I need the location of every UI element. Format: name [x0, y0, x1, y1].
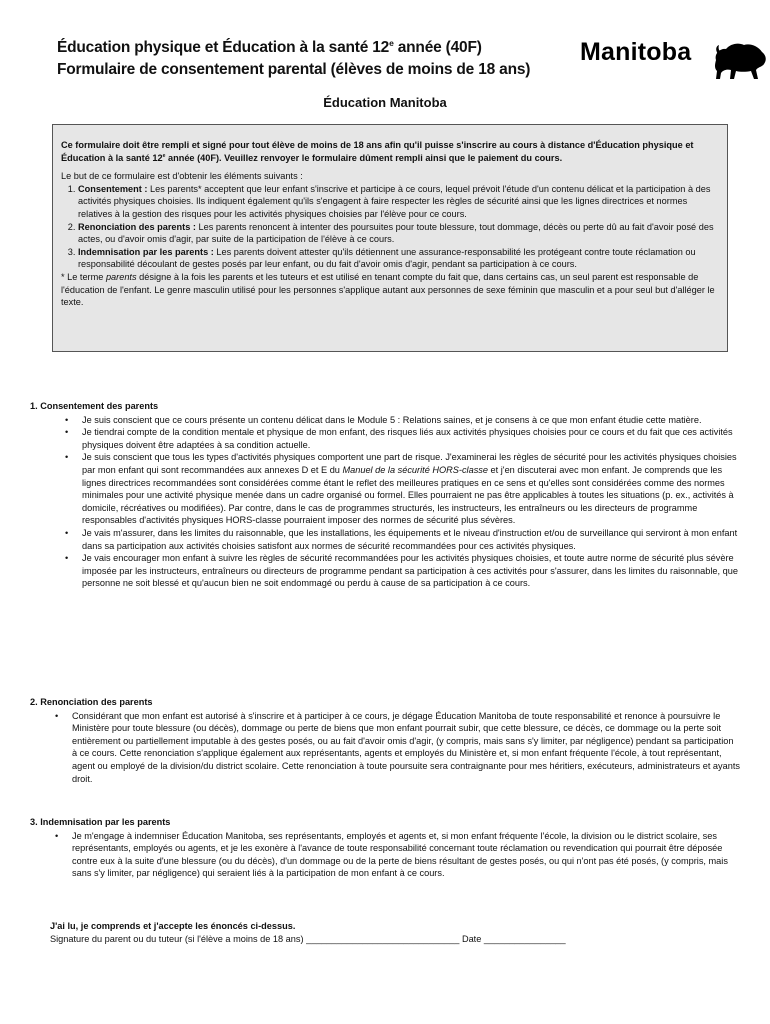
list-item: • Je suis conscient que ce cours présente un contenu délicat dans le Module 5 : Relations saines, et je consens à ce que mon enfant étudie cette matière. — [82, 414, 740, 427]
list-item: • Je vais encourager mon enfant à suivre les règles de sécurité recommandées pour les activités physiques choisies, et toute autre norme de sécurité plus sévère imposée par les instructeurs, entraîneurs ou directeurs de programme pendant sa participation à ces activités pour s'assurer, dans les limites du raisonnable, que personne ne soit blessé et qu'aucun bien ne soit endommagé ou perdu à cause de sa participation à ce cours. — [82, 552, 740, 590]
list-item: • Considérant que mon enfant est autorisé à s'inscrire et à participer à ce cours, je dégage Éducation Manitoba de toute responsabilité et renonce à poursuivre le Ministère pour toute blessure (ou décès), dommage ou perte de biens que mon enfant pourrait subir, que cette blessure, ce décès, ce dommage ou la perte soit entièrement ou partiellement imputable à des gestes posés, ou au fait d'avoir omis d'agir, (y compris, mais sans s'y limiter, par négligence) pendant sa participation à ce cours. Cette renonciation s'applique également aux représentants, agents et employés du Ministère et, si mon enfant fréquente l'école, à tout représentant, agent ou employé de la division/du district scolaire. Cette renonciation à toute poursuite sera contraignante pour mes héritiers, exécuteurs, administrateurs et ayants droit. — [72, 710, 740, 786]
indemnity-list — [30, 830, 740, 880]
list-item: 3. Indemnisation par les parents : Les parents doivent attester qu'ils détiennent une assurance-responsabilité les protégeant contre toute réclamation ou responsabilité découlant de gestes posés par leur enfant, ou du fait d'avoir omis d'agir, pendant sa participation à ce cours. — [78, 246, 719, 271]
info-list — [61, 183, 719, 271]
acceptance-statement: J'ai lu, je comprends et j'accepte les énoncés ci-dessus. — [50, 921, 296, 931]
info-purpose: Le but de ce formulaire est d'obtenir les éléments suivants : — [61, 171, 303, 182]
info-note: * Le terme parents désigne à la fois les parents et les tuteurs et est utilisé en tenant compte du fait que, dans certains cas, un seul parent est responsable de l'éducation de l'enfant. Le genre masculin utilisé pour les personnes s'applique autant aux personnes de sexe féminin que masculin et a pour seul but d'alléger le texte. — [61, 271, 715, 308]
logo-wordmark: Manitoba — [580, 38, 692, 66]
signature-block — [50, 920, 730, 945]
consent-list — [30, 414, 740, 590]
list-item: • Je m'engage à indemniser Éducation Manitoba, ses représentants, employés et agents et, si mon enfant fréquente l'école, la division ou le district scolaire, ses représentants, employés ou agents, et je les exonère à l'avance de toute responsabilité concernant toute réclamation ou revendication qui pourrait être déposée contre eux à la suite d'une blessure (ou du décès), d'un dommage ou de la perte de biens résultant de gestes posés, ou qui n'ont pas été posés, (y compris, mais sans s'y limiter, par négligence) qui seraient liés à la participation de mon enfant à ce cours. — [72, 830, 740, 880]
section-waiver — [30, 696, 740, 785]
section-heading: 2. Renonciation des parents — [30, 697, 153, 707]
list-item: 1. Consentement : Les parents* acceptent que leur enfant s'inscrive et participe à ce cours, lequel prévoit l'étude d'un contenu délicat et la participation à des activités physiques choisies. Ils indiquent également qu'ils s'engagent à faire respecter les règles de sécurité ainsi que les lignes directrices et normes relatives à la gestion des risques pour les activités physiques choisies par l'élève pour ce cours. — [78, 183, 719, 221]
section-heading: 1. Consentement des parents — [30, 401, 159, 411]
list-item: 2. Renonciation des parents : Les parents renoncent à intenter des poursuites pour toute blessure, tout dommage, décès ou perte dû au fait d'avoir posé des actes, ou d'avoir omis d'agir, par suite de la participation de l'élève à ce cours. — [78, 221, 719, 246]
info-box — [52, 124, 728, 352]
list-item: • Je tiendrai compte de la condition mentale et physique de mon enfant, des risques liés aux activités physiques choisies pour ce cours et du fait que ces activités physiques doivent être adaptées à sa condition actuelle. — [82, 426, 740, 451]
signature-line[interactable]: Signature du parent ou du tuteur (si l'élève a moins de 18 ans) ______________________________ Date ________________ — [50, 933, 566, 944]
section-consent — [30, 400, 740, 590]
title-line-1: Éducation physique et Éducation à la santé 12e année (40F) — [57, 37, 482, 56]
info-intro: Ce formulaire doit être rempli et signé pour tout élève de moins de 18 ans afin qu'il puisse s'inscrire au cours à distance d'Éducation physique et Éducation à la santé 12e année (40F). Veuillez renvoyer le formulaire dûment rempli ainsi que le paiement du cours. — [61, 140, 694, 163]
subtitle: Éducation Manitoba — [323, 95, 447, 110]
waiver-list — [30, 710, 740, 786]
section-heading: 3. Indemnisation par les parents — [30, 817, 171, 827]
title-line-2: Formulaire de consentement parental (élèves de moins de 18 ans) — [57, 61, 531, 78]
section-indemnity — [30, 816, 740, 880]
document-title — [57, 37, 530, 81]
list-item: • Je suis conscient que tous les types d'activités physiques comportent une part de risque. J'examinerai les règles de sécurité pour les activités physiques choisies par mon enfant qui sont recommandées aux annexes D et E du Manuel de la sécurité HORS-classe et j'en discuterai avec mon enfant. Je comprends que les lignes directrices recommandées sont considérées comme étant le reflet des meilleures pratiques en ce sens et qu'elles sont considérées comme des normes minimales pour une activité physique menée dans un cadre organisé ou formel. Elles pourraient ne pas être applicables à toutes les situations (p. ex., activités à domicile, récréatives ou modifiées). Par contre, dans le cas de programmes structurés, les instructeurs, les entraîneurs ou les directeurs de programme responsables d'activités physiques HORS-classe pourraient imposer des normes de sécurité plus sévères. — [82, 451, 740, 527]
bison-icon — [712, 40, 768, 82]
manitoba-logo — [580, 40, 770, 86]
list-item: • Je vais m'assurer, dans les limites du raisonnable, que les installations, les équipements et le niveau d'instruction et/ou de surveillance qui serviront à mon enfant dans sa participation aux activités choisies satisfont aux normes de sécurité recommandées pour ces activités physiques. — [82, 527, 740, 552]
